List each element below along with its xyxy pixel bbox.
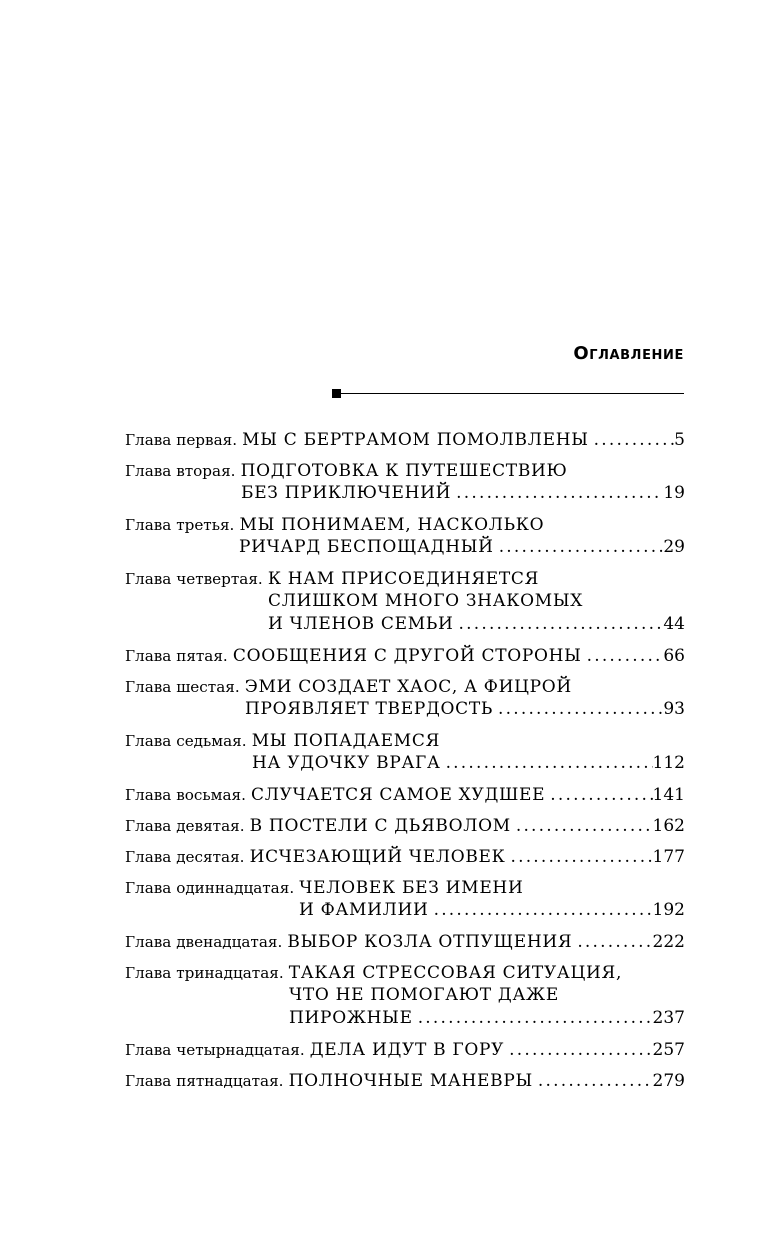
toc-entry-line <box>125 930 685 953</box>
page-number: 279 <box>652 1071 685 1091</box>
toc-entry-line <box>125 729 685 752</box>
page-number: 237 <box>652 1008 685 1028</box>
toc-entry-continuation-line <box>125 536 685 559</box>
page-number: 29 <box>663 537 685 557</box>
chapter-title: СООБЩЕНИЯ С ДРУГОЙ СТОРОНЫ <box>232 646 582 666</box>
page-number: 192 <box>652 900 685 920</box>
chapter-label: Глава пятая. <box>125 647 228 665</box>
chapter-label: Глава десятая. <box>125 848 245 866</box>
toc-entry <box>125 961 685 1030</box>
chapter-title: МЫ ПОПАДАЕМСЯ <box>251 731 441 751</box>
chapter-title: ДЕЛА ИДУТ В ГОРУ <box>309 1040 505 1060</box>
chapter-title: ЧЕЛОВЕК БЕЗ ИМЕНИ <box>299 878 524 898</box>
page-number: 19 <box>663 483 685 503</box>
dot-leader <box>418 1007 653 1030</box>
page-number: 141 <box>652 785 685 805</box>
toc-entry-line <box>125 1038 685 1061</box>
toc-entry-line <box>125 876 685 899</box>
chapter-label: Глава пятнадцатая. <box>125 1072 284 1090</box>
chapter-label: Глава девятая. <box>125 817 245 835</box>
toc-entry <box>125 513 685 559</box>
dot-leader <box>594 429 675 452</box>
chapter-title: ЭМИ СОЗДАЕТ ХАОС, А ФИЦРОЙ <box>244 677 572 697</box>
toc-entry-continuation-line <box>125 899 685 922</box>
toc-entry-line <box>125 675 685 698</box>
chapter-title: ПОДГОТОВКА К ПУТЕШЕСТВИЮ <box>240 461 568 481</box>
page-number: 257 <box>652 1040 685 1060</box>
toc-entry <box>125 567 685 636</box>
page-number: 66 <box>663 646 685 666</box>
chapter-title: МЫ С БЕРТРАМОМ ПОМОЛВЛЕНЫ <box>242 430 589 450</box>
toc-entry <box>125 644 685 667</box>
chapter-title: К НАМ ПРИСОЕДИНЯЕТСЯ <box>267 569 540 589</box>
toc-entry-continuation-line <box>125 698 685 721</box>
dot-leader <box>456 482 663 505</box>
chapter-title: СЛИШКОМ МНОГО ЗНАКОМЫХ <box>268 591 584 611</box>
chapter-label: Глава вторая. <box>125 462 236 480</box>
toc-entry-line <box>125 428 685 451</box>
toc-entry-line <box>125 459 685 482</box>
dot-leader <box>550 784 652 807</box>
toc-entry-line <box>125 513 685 536</box>
toc-entry <box>125 876 685 922</box>
toc-entry <box>125 783 685 806</box>
chapter-title: ПРОЯВЛЯЕТ ТВЕРДОСТЬ <box>245 699 494 719</box>
chapter-label: Глава шестая. <box>125 678 240 696</box>
chapter-title: И ФАМИЛИИ <box>299 900 429 920</box>
heading-rule-square <box>332 389 341 398</box>
toc-entry-continuation-line <box>125 613 685 636</box>
chapter-title: БЕЗ ПРИКЛЮЧЕНИЙ <box>241 483 452 503</box>
toc-entry-line <box>125 1069 685 1092</box>
chapter-title: СЛУЧАЕТСЯ САМОЕ ХУДШЕЕ <box>251 785 546 805</box>
toc-entry <box>125 459 685 505</box>
toc-entry-continuation-line <box>125 590 685 613</box>
page-number: 162 <box>652 816 685 836</box>
toc-entry <box>125 814 685 837</box>
dot-leader <box>577 931 652 954</box>
chapter-label: Глава двенадцатая. <box>125 933 283 951</box>
chapter-label: Глава одиннадцатая. <box>125 879 295 897</box>
toc-entry <box>125 729 685 775</box>
dot-leader <box>446 752 653 775</box>
dot-leader <box>498 698 663 721</box>
page-number: 177 <box>652 847 685 867</box>
dot-leader <box>587 645 664 668</box>
chapter-title: ПИРОЖНЫЕ <box>289 1008 413 1028</box>
toc-entry-line <box>125 961 685 984</box>
toc-entry <box>125 428 685 451</box>
toc-entry <box>125 675 685 721</box>
dot-leader <box>538 1070 653 1093</box>
chapter-title: МЫ ПОНИМАЕМ, НАСКОЛЬКО <box>239 515 545 535</box>
chapter-title: ТАКАЯ СТРЕССОВАЯ СИТУАЦИЯ, <box>288 963 623 983</box>
chapter-title: ЧТО НЕ ПОМОГАЮТ ДАЖЕ <box>289 985 559 1005</box>
heading-rule-line <box>341 393 684 394</box>
chapter-title: НА УДОЧКУ ВРАГА <box>252 753 441 773</box>
chapter-label: Глава тринадцатая. <box>125 964 284 982</box>
page-number: 222 <box>652 932 685 952</box>
chapter-title: И ЧЛЕНОВ СЕМЬИ <box>268 614 454 634</box>
chapter-label: Глава первая. <box>125 431 238 449</box>
dot-leader <box>499 536 664 559</box>
chapter-label: Глава четвертая. <box>125 570 263 588</box>
page-number: 5 <box>674 430 685 450</box>
page-number: 44 <box>663 614 685 634</box>
dot-leader <box>516 815 653 838</box>
toc-entry-line <box>125 567 685 590</box>
chapter-label: Глава восьмая. <box>125 786 246 804</box>
chapter-title: ВЫБОР КОЗЛА ОТПУЩЕНИЯ <box>287 932 573 952</box>
toc-entry <box>125 930 685 953</box>
toc-entry-line <box>125 845 685 868</box>
toc-entry-line <box>125 783 685 806</box>
dot-leader <box>459 613 664 636</box>
toc-entry <box>125 1038 685 1061</box>
toc-entry-line <box>125 644 685 667</box>
chapter-label: Глава третья. <box>125 516 235 534</box>
page-number: 112 <box>652 753 685 773</box>
toc-entry-continuation-line <box>125 1007 685 1030</box>
chapter-label: Глава четырнадцатая. <box>125 1041 305 1059</box>
toc-entry <box>125 1069 685 1092</box>
toc-entry <box>125 845 685 868</box>
chapter-title: ИСЧЕЗАЮЩИЙ ЧЕЛОВЕК <box>249 847 506 867</box>
chapter-title: ПОЛНОЧНЫЕ МАНЕВРЫ <box>288 1071 533 1091</box>
toc-entry-line <box>125 814 685 837</box>
chapter-label: Глава седьмая. <box>125 732 247 750</box>
dot-leader <box>511 846 653 869</box>
chapter-title: РИЧАРД БЕСПОЩАДНЫЙ <box>239 537 494 557</box>
dot-leader <box>509 1039 652 1062</box>
toc-entry-continuation-line <box>125 752 685 775</box>
table-of-contents <box>125 428 685 1100</box>
chapter-title: В ПОСТЕЛИ С ДЬЯВОЛОМ <box>249 816 511 836</box>
page-number: 93 <box>663 699 685 719</box>
heading-rule <box>332 389 684 398</box>
toc-entry-continuation-line <box>125 482 685 505</box>
page-title: Оглавление <box>573 343 684 364</box>
toc-entry-continuation-line <box>125 984 685 1007</box>
dot-leader <box>434 899 653 922</box>
